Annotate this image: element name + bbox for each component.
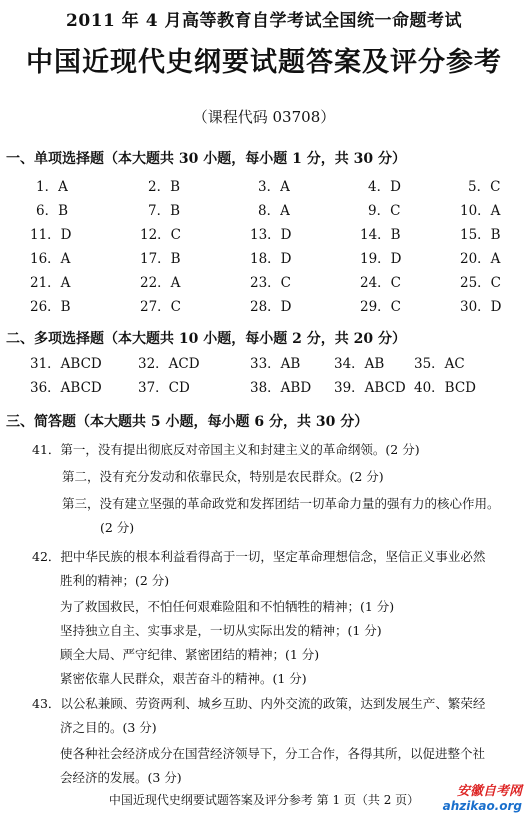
answer-item: 1．A: [36, 179, 68, 195]
answer-line: 使各种社会经济成分在国营经济领导下，分工合作，各得其所，以促进整个社: [60, 746, 486, 761]
answer-item: 33．AB: [250, 356, 301, 372]
answer-item: 34．AB: [334, 356, 385, 372]
answer-item: 25．C: [460, 275, 502, 291]
answer-item: 3．A: [258, 179, 290, 195]
answer-item: 23．C: [250, 275, 292, 291]
answer-item: 16．A: [30, 251, 71, 267]
answer-item: 37．CD: [138, 380, 190, 396]
answer-line: 第二，没有充分发动和依靠民众，特别是农民群众。(2 分): [62, 469, 384, 484]
answer-item: 31．ABCD: [30, 356, 102, 372]
answer-line: 胜利的精神；(2 分): [60, 573, 170, 588]
exam-header: 2011 年 4 月高等教育自学考试全国统一命题考试: [66, 11, 462, 31]
answer-line: 41．第一，没有提出彻底反对帝国主义和封建主义的革命纲领。(2 分): [32, 442, 420, 457]
answer-line: 43．以公私兼顾、劳资两利、城乡互助、内外交流的政策，达到发展生产、繁荣经: [32, 696, 486, 711]
answer-item: 39．ABCD: [334, 380, 406, 396]
page-footer: 中国近现代史纲要试题答案及评分参考 第 1 页（共 2 页）: [108, 793, 420, 807]
answer-item: 38．ABD: [250, 380, 312, 396]
answer-item: 15．B: [460, 227, 501, 243]
answer-line: 紧密依靠人民群众，艰苦奋斗的精神。(1 分): [60, 671, 307, 686]
section-3-title: 三、简答题（本大题共 5 小题，每小题 6 分，共 30 分）: [6, 414, 369, 430]
answer-item: 28．D: [250, 299, 292, 315]
answer-item: 29．C: [360, 299, 402, 315]
answer-item: 30．D: [460, 299, 502, 315]
answer-item: 6．B: [36, 203, 69, 219]
watermark-name: 安徽自考网: [456, 784, 522, 799]
course-code: （课程代码 03708）: [192, 108, 336, 126]
answer-item: 26．B: [30, 299, 71, 315]
answer-line: 为了救国救民，不怕任何艰难险阻和不怕牺牲的精神；(1 分): [60, 599, 395, 614]
answer-line: (2 分): [100, 520, 135, 535]
answer-item: 11．D: [30, 227, 72, 243]
answer-item: 10．A: [460, 203, 501, 219]
answer-line: 坚持独立自主、实事求是，一切从实际出发的精神；(1 分): [60, 623, 382, 638]
section-2-title: 二、多项选择题（本大题共 10 小题，每小题 2 分，共 20 分）: [6, 331, 406, 347]
answer-item: 35．AC: [414, 356, 465, 372]
answer-line: 第三，没有建立坚强的革命政党和发挥团结一切革命力量的强有力的核心作用。: [62, 496, 500, 511]
answer-item: 22．A: [140, 275, 181, 291]
answer-item: 5．C: [468, 179, 501, 195]
answer-item: 4．D: [368, 179, 401, 195]
answer-item: 13．D: [250, 227, 292, 243]
answer-item: 2．B: [148, 179, 181, 195]
watermark-logo: [443, 780, 522, 813]
answer-item: 14．B: [360, 227, 401, 243]
answer-line: 会经济的发展。(3 分): [60, 770, 182, 785]
page-title: 中国近现代史纲要试题答案及评分参考: [26, 47, 502, 78]
answer-item: 7．B: [148, 203, 181, 219]
answer-item: 21．A: [30, 275, 71, 291]
answer-item: 36．ABCD: [30, 380, 102, 396]
section-1-title: 一、单项选择题（本大题共 30 小题，每小题 1 分，共 30 分）: [6, 151, 406, 167]
answer-item: 24．C: [360, 275, 402, 291]
answer-item: 40．BCD: [414, 380, 477, 396]
watermark-url: ahzikao.org: [442, 799, 522, 813]
answer-item: 19．D: [360, 251, 402, 267]
answer-item: 8．A: [258, 203, 290, 219]
answer-item: 12．C: [140, 227, 182, 243]
answer-item: 18．D: [250, 251, 292, 267]
answer-item: 20．A: [460, 251, 501, 267]
answer-item: 9．C: [368, 203, 401, 219]
answer-item: 27．C: [140, 299, 182, 315]
answer-line: 顾全大局、严守纪律、紧密团结的精神；(1 分): [60, 647, 320, 662]
answer-line: 济之目的。(3 分): [60, 720, 157, 735]
answer-item: 17．B: [140, 251, 181, 267]
answer-line: 42．把中华民族的根本利益看得高于一切，坚定革命理想信念，坚信正义事业必然: [32, 549, 486, 564]
answer-item: 32．ACD: [138, 356, 200, 372]
